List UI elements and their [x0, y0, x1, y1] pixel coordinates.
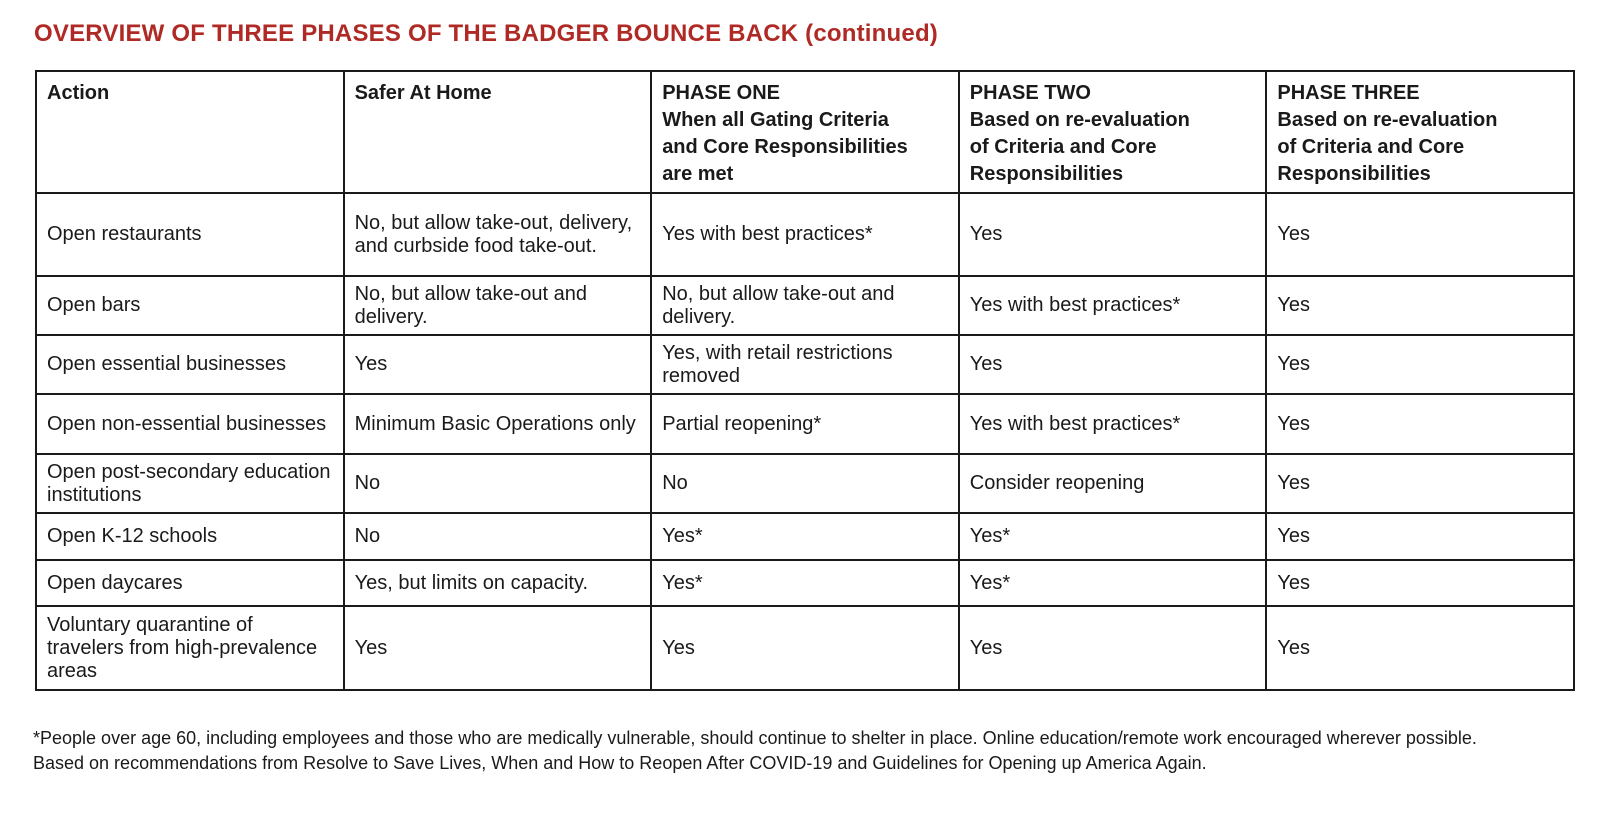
- table-cell: No, but allow take-out and delivery.: [651, 276, 959, 335]
- table-cell: No: [344, 513, 652, 560]
- header-action: Action: [36, 71, 344, 193]
- table-cell: Yes: [651, 606, 959, 690]
- table-cell: Minimum Basic Operations only: [344, 394, 652, 454]
- footnotes: [33, 726, 1573, 776]
- table-cell: Open restaurants: [36, 193, 344, 276]
- table-cell: Yes: [1266, 606, 1574, 690]
- table-header-row: [36, 71, 1574, 193]
- phases-table: [35, 70, 1575, 691]
- table-row: [36, 606, 1574, 690]
- source-note: Based on recommendations from Resolve to Save Lives, When and How to Reopen After COVID-19 and Guidelines for Opening up America Again.: [33, 753, 1207, 773]
- table-cell: Yes: [1266, 560, 1574, 606]
- table-cell: Open K-12 schools: [36, 513, 344, 560]
- table-cell: Yes: [344, 335, 652, 394]
- table-cell: Open bars: [36, 276, 344, 335]
- table-cell: Yes*: [959, 560, 1267, 606]
- table-cell: Open non-essential businesses: [36, 394, 344, 454]
- header-phase-three: PHASE THREE Based on re-evaluation of Criteria and Core Responsibilities: [1266, 71, 1574, 193]
- table-cell: Yes with best practices*: [959, 394, 1267, 454]
- table-cell: Yes: [1266, 193, 1574, 276]
- table-row: [36, 335, 1574, 394]
- table-cell: Open post-secondary education institutions: [36, 454, 344, 513]
- table-row: [36, 193, 1574, 276]
- header-safer-at-home: Safer At Home: [344, 71, 652, 193]
- table-cell: Yes: [1266, 276, 1574, 335]
- table-cell: No, but allow take-out and delivery.: [344, 276, 652, 335]
- table-cell: Consider reopening: [959, 454, 1267, 513]
- table-cell: Open daycares: [36, 560, 344, 606]
- table-cell: Yes: [959, 335, 1267, 394]
- table-row: [36, 454, 1574, 513]
- table-row: [36, 560, 1574, 606]
- table-cell: Yes: [1266, 513, 1574, 560]
- table-cell: Yes: [959, 193, 1267, 276]
- table-cell: Open essential businesses: [36, 335, 344, 394]
- table-cell: Partial reopening*: [651, 394, 959, 454]
- header-phase-two: PHASE TWO Based on re-evaluation of Criteria and Core Responsibilities: [959, 71, 1267, 193]
- table-cell: No: [344, 454, 652, 513]
- table-cell: Yes: [1266, 394, 1574, 454]
- table-cell: Yes: [1266, 335, 1574, 394]
- table-cell: Yes: [959, 606, 1267, 690]
- table-cell: No: [651, 454, 959, 513]
- footnote-text: *People over age 60, including employees and those who are medically vulnerable, should continue to shelter in place. Online education/remote work encouraged wherever possible.: [33, 728, 1477, 748]
- table-cell: Yes with best practices*: [959, 276, 1267, 335]
- table-cell: Yes*: [651, 513, 959, 560]
- table-cell: Yes*: [651, 560, 959, 606]
- table-cell: No, but allow take-out, delivery, and curbside food take-out.: [344, 193, 652, 276]
- header-phase-one: PHASE ONE When all Gating Criteria and Core Responsibilities are met: [651, 71, 959, 193]
- table-cell: Yes, but limits on capacity.: [344, 560, 652, 606]
- page-title: OVERVIEW OF THREE PHASES OF THE BADGER BOUNCE BACK (continued): [34, 20, 938, 47]
- table-cell: Yes: [344, 606, 652, 690]
- table-cell: Yes, with retail restrictions removed: [651, 335, 959, 394]
- table-row: [36, 394, 1574, 454]
- table-cell: Yes: [1266, 454, 1574, 513]
- table-row: [36, 276, 1574, 335]
- table-cell: Yes*: [959, 513, 1267, 560]
- table-row: [36, 513, 1574, 560]
- table-cell: Voluntary quarantine of travelers from high-prevalence areas: [36, 606, 344, 690]
- table-cell: Yes with best practices*: [651, 193, 959, 276]
